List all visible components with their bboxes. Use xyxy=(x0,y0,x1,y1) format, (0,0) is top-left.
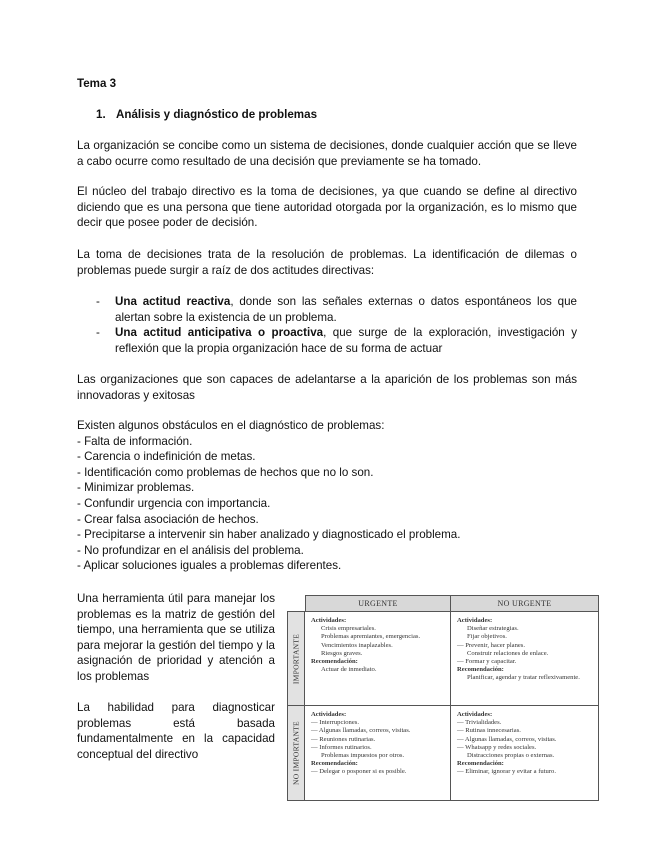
quadrant-item: Problemas impuestos por otros. xyxy=(321,752,405,760)
quadrant-recommendation-label: Recomendación: xyxy=(311,658,358,666)
quadrant-item: — Formar y capacitar. xyxy=(457,658,517,666)
list-item xyxy=(96,325,577,356)
bullet-dash: - xyxy=(96,326,100,340)
list-item: - Confundir urgencia con importancia. xyxy=(77,496,271,510)
list-item: - Minimizar problemas. xyxy=(77,481,195,495)
list-item: - Aplicar soluciones iguales a problemas diferentes. xyxy=(77,559,342,573)
quadrant-item: Diseñar estrategias. xyxy=(467,625,519,633)
quadrant-recommendation: Actuar de inmediato. xyxy=(321,666,377,674)
column-header-urgent: URGENTE xyxy=(305,595,451,612)
list-item: - No profundizar en el análisis del problema. xyxy=(77,543,304,557)
list-item xyxy=(96,294,577,325)
paragraph-organization: La organización se concibe como un sistema de decisiones, donde cualquier acción que se lleve a cabo ocurre como resultado de una decisión que previamente se ha tomado. xyxy=(77,139,577,168)
time-management-matrix xyxy=(287,595,599,801)
row-header-important-label: IMPORTANTE xyxy=(291,633,301,684)
quadrant-item: Distracciones propias o externas. xyxy=(467,752,555,760)
bullet-text: , que surge de la exploración, investigación y reflexión que la propia organización hace de su forma de actuar xyxy=(115,326,577,355)
section-number: 1. xyxy=(96,108,106,121)
quadrant-item: — Algunas llamadas, correos, visitas. xyxy=(457,735,557,743)
quadrant-item: — Whatsapp y redes sociales. xyxy=(457,743,537,751)
row-header-not-important-label: NO IMPORTANTE xyxy=(291,721,301,785)
quadrant-item: Crisis empresariales. xyxy=(321,625,376,633)
obstacles-list xyxy=(77,434,577,574)
quadrant-activities-label: Actividades: xyxy=(311,711,347,718)
column-header-not-urgent: NO URGENTE xyxy=(450,595,599,612)
bullet-dash: - xyxy=(96,295,100,308)
quadrant-urgent-not-important xyxy=(304,705,451,801)
attitudes-list xyxy=(96,294,577,356)
paragraph-core-work: El núcleo del trabajo directivo es la toma de decisiones, ya que cuando se define al directivo diciendo que es una persona que tiene autoridad otorgada por la organización, es lo mismo que decir que posee poder de decisión. xyxy=(77,185,577,230)
obstacles-block xyxy=(77,418,577,574)
quadrant-activities-label: Actividades: xyxy=(311,617,347,624)
list-item: - Carencia o indefinición de metas. xyxy=(77,450,256,464)
quadrant-not-urgent-not-important xyxy=(450,705,599,801)
quadrant-recommendation: Planificar, agendar y tratar reflexivamente. xyxy=(467,674,580,682)
quadrant-item: — Rutinas innecesarias. xyxy=(457,727,521,735)
section-heading xyxy=(96,108,317,121)
bullet-bold-term: Una actitud reactiva xyxy=(115,295,231,308)
row-header-not-important xyxy=(287,705,305,801)
quadrant-item: — Informes rutinarios. xyxy=(311,743,372,751)
quadrant-urgent-important xyxy=(304,611,451,706)
paragraph-diagnostic-skill: La habilidad para diagnosticar problemas está basada fundamentalmente en la capacidad conceptual del directivo xyxy=(77,701,275,761)
page-title: Tema 3 xyxy=(77,77,117,90)
quadrant-item: Problemas apremiantes, emergencias. xyxy=(321,633,421,641)
section-title: Análisis y diagnóstico de problemas xyxy=(116,108,318,121)
row-header-important xyxy=(287,611,305,706)
list-item: - Identificación como problemas de hechos que no lo son. xyxy=(77,465,374,479)
quadrant-item: Construir relaciones de enlace. xyxy=(467,649,549,657)
bullet-text: , donde son las señales externas o datos espontáneos los que alertan sobre la existencia de un problema. xyxy=(115,295,577,324)
quadrant-item: — Algunas llamadas, correos, visitas. xyxy=(311,727,411,735)
quadrant-item: Vencimientos inaplazables. xyxy=(321,641,393,649)
quadrant-item: Riesgos graves. xyxy=(321,649,363,657)
paragraph-time-matrix: Una herramienta útil para manejar los problemas es la matriz de gestión del tiempo, una herramienta que se utiliza para mejorar la gestión del tiempo y la asignación de prioridad y atención a los problemas xyxy=(77,592,275,683)
paragraph-decision-making: La toma de decisiones trata de la resolución de problemas. La identificación de dilemas o problemas puede surgir a raíz de dos actitudes directivas: xyxy=(77,248,577,277)
quadrant-item: — Reuniones rutinarias. xyxy=(311,735,376,743)
quadrant-recommendation: — Eliminar, ignorar y evitar a futuro. xyxy=(457,768,556,776)
obstacles-intro: Existen algunos obstáculos en el diagnóstico de problemas: xyxy=(77,419,385,432)
quadrant-activities-label: Actividades: xyxy=(457,617,493,624)
list-item: - Crear falsa asociación de hechos. xyxy=(77,512,259,526)
quadrant-recommendation: — Delegar o posponer si es posible. xyxy=(311,768,407,776)
quadrant-not-urgent-important xyxy=(450,611,599,706)
paragraph-innovative-orgs: Las organizaciones que son capaces de adelantarse a la aparición de los problemas son más innovadoras y exitosas xyxy=(77,373,577,402)
quadrant-recommendation-label: Recomendación: xyxy=(457,760,504,768)
list-item: - Falta de información. xyxy=(77,434,193,448)
quadrant-item: — Interrupciones. xyxy=(311,719,359,727)
quadrant-item: Fijar objetivos. xyxy=(467,633,507,641)
quadrant-activities-label: Actividades: xyxy=(457,711,493,718)
list-item: - Precipitarse a intervenir sin haber analizado y diagnosticado el problema. xyxy=(77,528,461,542)
quadrant-recommendation-label: Recomendación: xyxy=(311,760,358,768)
quadrant-recommendation-label: Recomendación: xyxy=(457,666,504,674)
quadrant-item: — Prevenir, hacer planes. xyxy=(457,641,526,649)
bullet-bold-term: Una actitud anticipativa o proactiva xyxy=(115,326,324,340)
quadrant-item: — Trivialidades. xyxy=(457,719,502,727)
